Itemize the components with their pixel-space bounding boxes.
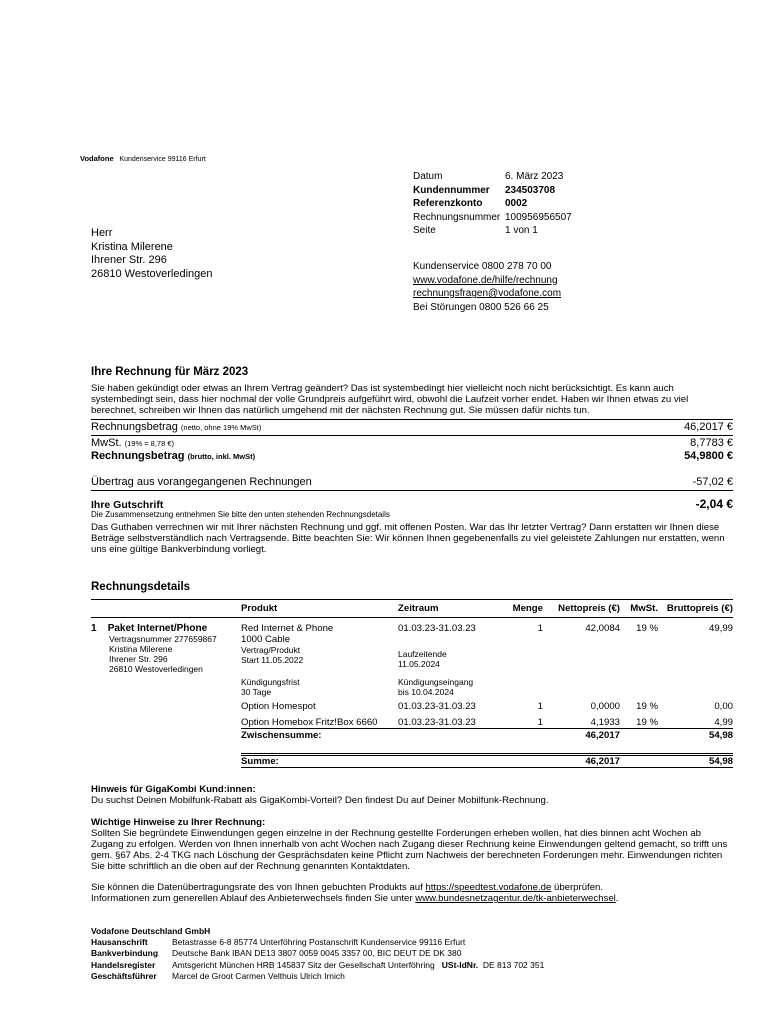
- net-label: Rechnungsbetrag: [91, 421, 178, 433]
- credit-text: Das Guthaben verrechnen wir mit Ihrer nächsten Rechnung und ggf. mit offenen Posten. War das Ihr letzter Vertrag? Dann erstatten wir Ihnen diese Beträge selbstverständlich nach Vertragsende. Bitte beachten Sie: Wir können Ihnen gegebenenfalls zu viel geleistete Zahlungen nur erstatten, wenn uns eine gültige Bankverbindung vorliegt.: [91, 522, 725, 555]
- meta-value: 0002: [505, 198, 528, 209]
- gross-label: Rechnungsbetrag: [91, 450, 185, 462]
- info-label: Vertrag/Produkt: [241, 644, 301, 655]
- meta-label: Referenzkonto: [413, 198, 483, 209]
- email-link[interactable]: rechnungsfragen@vodafone.com: [413, 288, 562, 299]
- vat-row: [91, 437, 733, 449]
- info-value: bis 10.04.2024: [398, 686, 454, 697]
- recipient-name: Kristina Milerene: [91, 240, 173, 253]
- meta-label: Seite: [413, 225, 436, 236]
- subtotal-net: 46,2017: [543, 729, 620, 742]
- table-row: [91, 713, 733, 729]
- credit-label: Ihre Gutschrift: [91, 499, 164, 511]
- header-net: Nettopreis (€): [558, 603, 620, 614]
- meta-row-invoice-number: [413, 211, 572, 225]
- net-note: (netto, ohne 19% MwSt): [180, 423, 262, 432]
- speed-text-end: überprüfen.: [551, 882, 604, 893]
- footer-address: Betastrasse 6-8 85774 Unterföhring Postanschrift Kundenservice 99116 Erfurt: [172, 937, 466, 948]
- info-value: 11.05.2024: [398, 658, 440, 669]
- company-footer: [91, 926, 544, 982]
- gigakombi-text: Du suchst Deinen Mobilfunk-Rabatt als GigaKombi-Vorteil? Den findest Du auf Deiner Mobilfunk-Rechnung.: [91, 795, 549, 806]
- option-gross: 0,00: [714, 700, 733, 712]
- option-period: 01.03.23-31.03.23: [398, 700, 476, 712]
- speedtest-line: [91, 882, 733, 893]
- switch-line: [91, 893, 733, 904]
- meta-value: 1 von 1: [505, 225, 538, 236]
- credit-value: -2,04 €: [695, 497, 733, 511]
- table-row: [91, 697, 733, 713]
- carry-label: Übertrag aus vorangegangenen Rechnungen: [91, 476, 312, 488]
- header-qty: Menge: [512, 603, 543, 614]
- subtotal-label: Zwischensumme:: [241, 729, 503, 742]
- item-net: 42,0084: [585, 622, 620, 634]
- hints-title: Wichtige Hinweise zu Ihrer Rechnung:: [91, 817, 266, 828]
- footer-vat-label: USt-IdNr.: [441, 959, 479, 970]
- total-label: Summe:: [241, 755, 503, 768]
- subtotal-row: [91, 729, 733, 742]
- header-vat: MwSt.: [630, 603, 658, 614]
- net-value: 46,2017 €: [684, 421, 733, 433]
- header-gross: Bruttopreis (€): [666, 603, 733, 614]
- speedtest-link[interactable]: https://speedtest.vodafone.de: [425, 882, 552, 893]
- switch-text-end: .: [615, 893, 619, 904]
- company-name: Vodafone Deutschland GmbH: [91, 926, 211, 936]
- package-name: Paket Internet/Phone: [107, 622, 208, 634]
- meta-row-date: [413, 170, 572, 184]
- meta-value: 234503708: [505, 184, 556, 196]
- info-label: Laufzeitende: [398, 648, 447, 659]
- footer-ceo: Marcel de Groot Carmen Velthuis Ulrich Irnich: [172, 970, 345, 981]
- option-vat: 19 %: [636, 700, 658, 712]
- invoice-meta: [413, 170, 572, 238]
- option-qty: 1: [537, 716, 543, 728]
- sender-brand: Vodafone: [80, 154, 114, 163]
- meta-label: Datum: [413, 171, 443, 182]
- item-qty: 1: [537, 622, 543, 634]
- gross-value: 54,9800 €: [684, 450, 733, 462]
- option-qty: 1: [537, 700, 543, 712]
- recipient-address: [91, 227, 213, 281]
- meta-value: 100956956507: [505, 211, 572, 223]
- hints-text: Sollten Sie begründete Einwendungen gegen einzelne in der Rechnung gestellte Forderungen erheben wollen, hat dies binnen acht Wochen ab Zugang zu erfolgen. Werden von Ihnen innerhalb von acht Wochen nach Zugang dieser Rechnung keine Einwendungen geltend gemacht, so trifft uns gem. §67 Abs. 2-4 TKG nach Löschung der Gesprächsdaten keine Pflicht zum Nachweis der berechneten Forderungen mehr. Einwendungen richten Sie bitte schriftlich an die oben auf der Rechnung genannten Kontaktdaten.: [91, 828, 728, 872]
- info-label: Kündigungseingang: [398, 676, 474, 687]
- option-product: Option Homebox Fritz!Box 6660: [241, 716, 378, 728]
- option-gross: 4,99: [714, 716, 733, 728]
- invoice-summary: [91, 366, 733, 555]
- recipient-street: Ihrener Str. 296: [91, 254, 167, 266]
- header-product: Produkt: [241, 603, 278, 614]
- package-holder: Kristina Milerene: [109, 643, 173, 654]
- item-product-line2: 1000 Cable: [241, 633, 291, 645]
- footer-label: Handelsregister: [91, 959, 156, 970]
- vat-note: (19% = 8,78 €): [124, 439, 175, 448]
- gross-row: [91, 450, 733, 462]
- details-title: Rechnungsdetails: [91, 581, 191, 593]
- package-cell: [91, 623, 241, 697]
- package-number: 1: [91, 622, 97, 634]
- footer-register: Amtsgericht München HRB 145837 Sitz der Gesellschaft Unterföhring: [172, 959, 435, 970]
- table-row: [91, 623, 733, 645]
- credit-sub: Die Zusammensetzung entnehmen Sie bitte den unten stehenden Rechnungsdetails: [91, 510, 390, 519]
- footer-vat: DE 813 702 351: [482, 959, 545, 970]
- total-gross: 54,98: [658, 755, 733, 768]
- gross-note: (brutto, inkl. MwSt): [187, 452, 256, 461]
- item-vat: 19 %: [636, 622, 658, 634]
- invoice-intro: Sie haben gekündigt oder etwas an Ihrem Vertrag geändert? Das ist systembedingt hier vielleicht noch nicht berücksichtigt. Es kann auch systembedingt sein, dass hier nochmal der volle Grundpreis aufgeführt wird, obwohl die Laufzeit vorher endet. Haben wir Ihnen etwas zu viel berechnet, schreiben wir Ihnen das natürlich umgehend mit der nächsten Rechnung gut. Sie müssen dafür nichts tun.: [91, 383, 689, 416]
- sender-address: Kundenservice 99116 Erfurt: [119, 156, 206, 163]
- option-vat: 19 %: [636, 716, 658, 728]
- meta-row-page: [413, 224, 572, 238]
- info-value: 30 Tage: [241, 686, 272, 697]
- service-phone: Kundenservice 0800 278 70 00: [413, 261, 552, 272]
- gigakombi-title: Hinweis für GigaKombi Kund:innen:: [91, 784, 256, 795]
- package-street: Ihrener Str. 296: [109, 653, 168, 664]
- details-table: [91, 600, 733, 768]
- item-gross: 49,99: [708, 622, 733, 634]
- fault-phone: Bei Störungen 0800 526 66 25: [413, 301, 549, 313]
- option-net: 4,1933: [590, 716, 620, 728]
- vat-value: 8,7783 €: [690, 437, 733, 449]
- footer-label: Geschäftsführer: [91, 970, 157, 981]
- carry-row: [91, 476, 733, 488]
- net-row: [91, 421, 733, 433]
- notes: [91, 784, 733, 904]
- total-row: [91, 755, 733, 768]
- info-value: Start 11.05.2022: [241, 654, 304, 665]
- meta-row-customer: [413, 184, 572, 198]
- header-period: Zeitraum: [398, 603, 439, 614]
- footer-label: Hausanschrift: [91, 937, 148, 948]
- switch-text: Informationen zum generellen Ablauf des Anbieterwechsels finden Sie unter: [91, 893, 416, 904]
- package-city: 26810 Westoverledingen: [109, 663, 203, 674]
- meta-value: 6. März 2023: [505, 171, 564, 182]
- bnetza-link[interactable]: www.bundesnetzagentur.de/tk-anbieterwechsel: [415, 893, 616, 904]
- item-product: Red Internet & Phone: [241, 622, 334, 634]
- speed-text: Sie können die Datenübertragungsrate des von Ihnen gebuchten Produkts auf: [91, 882, 426, 893]
- vat-label: MwSt.: [91, 437, 122, 449]
- subtotal-gross: 54,98: [658, 729, 733, 742]
- help-link[interactable]: www.vodafone.de/hilfe/rechnung: [413, 274, 558, 286]
- meta-label: Rechnungsnummer: [413, 211, 501, 223]
- item-period: 01.03.23-31.03.23: [398, 622, 476, 634]
- carry-value: -57,02 €: [692, 476, 733, 488]
- meta-label: Kundennummer: [413, 184, 490, 196]
- option-net: 0,0000: [590, 700, 620, 712]
- footer-bank: Deutsche Bank IBAN DE13 3807 0059 0045 3357 00, BIC DEUT DE DK 380: [172, 948, 462, 959]
- package-contract: Vertragsnummer 277659867: [109, 633, 217, 644]
- footer-label: Bankverbindung: [91, 948, 159, 959]
- invoice-title: Ihre Rechnung für März 2023: [91, 366, 249, 378]
- option-period: 01.03.23-31.03.23: [398, 716, 476, 728]
- recipient-city: 26810 Westoverledingen: [91, 267, 213, 280]
- table-header: [91, 600, 733, 617]
- sender-line: [80, 154, 206, 163]
- total-net: 46,2017: [543, 755, 620, 768]
- info-label: Kündigungsfrist: [241, 676, 300, 687]
- credit-row: [91, 497, 733, 511]
- recipient-salutation: Herr: [91, 227, 113, 239]
- invoice-details: [91, 581, 733, 768]
- contact-block: [413, 260, 561, 314]
- meta-row-account: [413, 197, 572, 211]
- option-product: Option Homespot: [241, 700, 316, 712]
